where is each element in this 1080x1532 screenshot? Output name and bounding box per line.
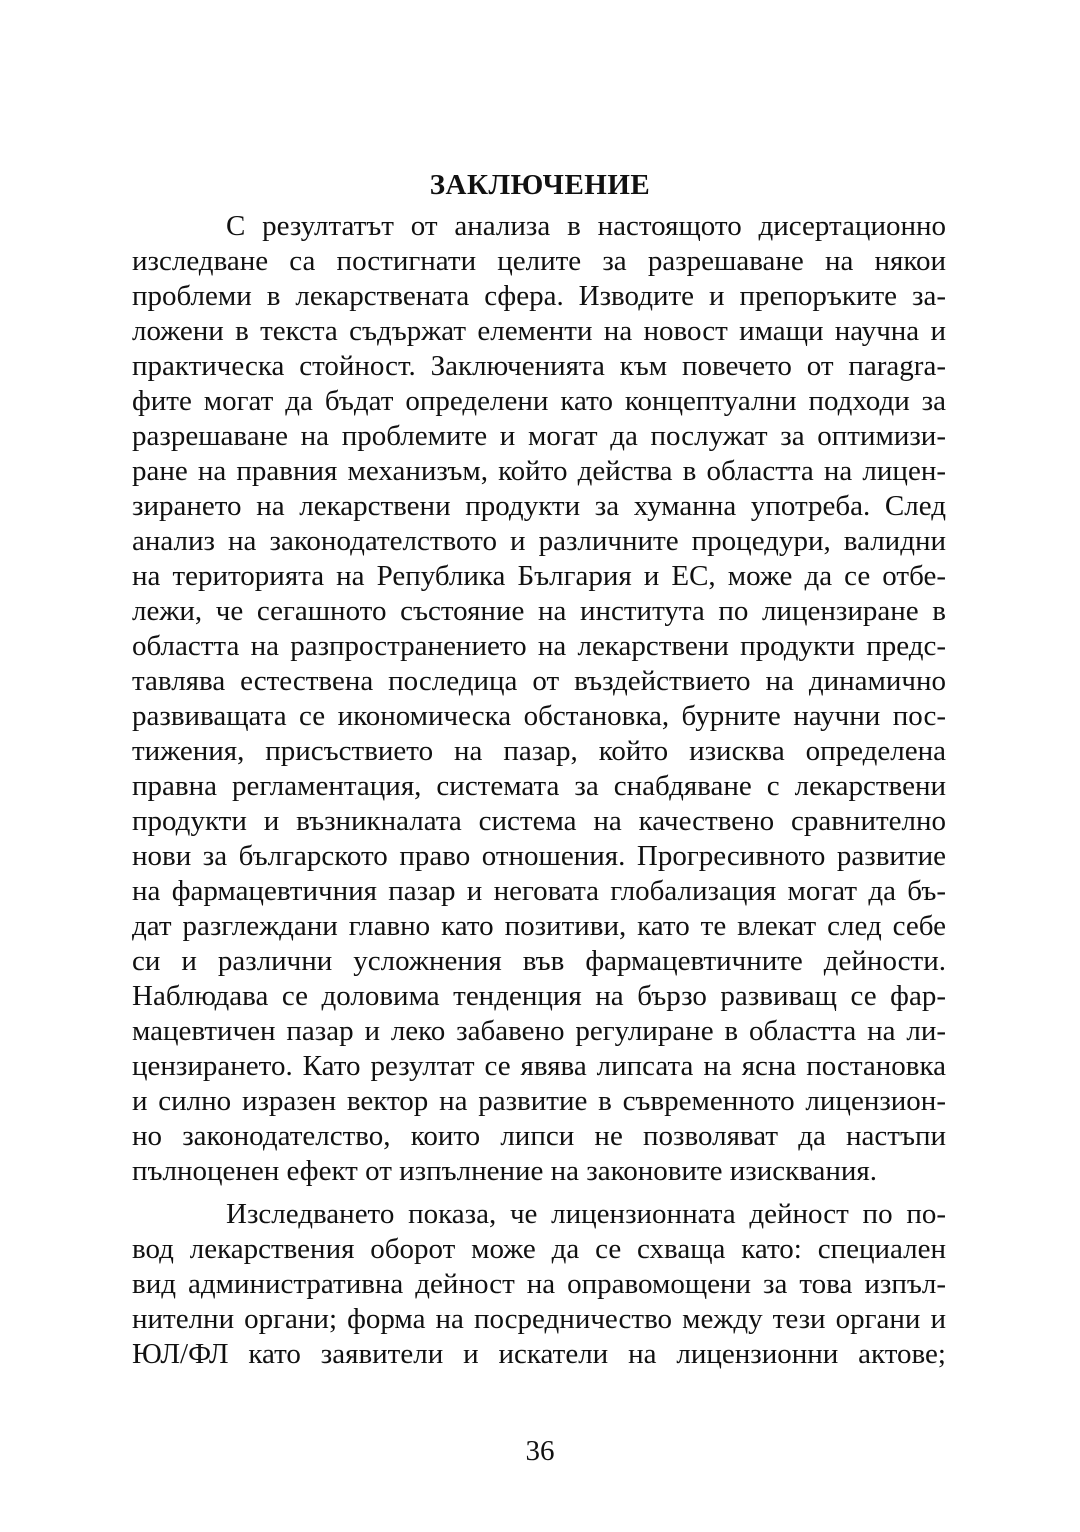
text-line: мацевтичен пазар и леко забавено регулиране в областта на ли- (132, 1015, 946, 1047)
text-line: правна регламентация, системата за снабдяване с лекарствени (132, 770, 946, 802)
text-line: практическа стойност. Заключенията към повечето от паragra- (132, 350, 946, 382)
text-line: Изследването показа, че лицензионната дейност по по- (226, 1198, 946, 1230)
text-line: на фармацевтичния пазар и неговата глобализация могат да бъ- (132, 875, 946, 907)
text-line: ЮЛ/ФЛ като заявители и искатели на лицензионни актове; (132, 1338, 946, 1370)
text-line: пълноценен ефект от изпълнение на законовите изисквания. (132, 1155, 878, 1187)
text-line: цензирането. Като резултат се явява липсата на ясна постановка (132, 1050, 946, 1082)
page-number: 36 (525, 1435, 555, 1467)
text-line: вид административна дейност на оправомощени за това изпъл- (132, 1268, 946, 1300)
text-line: нови за българското право отношения. Прогресивното развитие (132, 840, 946, 872)
text-line: зирането на лекарствени продукти за хуманна употреба. След (132, 490, 946, 522)
text-line: проблеми в лекарствената сфера. Изводите и препоръките за- (132, 280, 946, 312)
text-line: и силно изразен вектор на развитие в съвременното лицензион- (132, 1085, 946, 1117)
text-line: дат разглеждани главно като позитиви, като те влекат след себе (132, 910, 946, 942)
text-line: С резултатът от анализа в настоящото дисертационно (226, 210, 946, 242)
text-line: вод лекарствения оборот може да се схваща като: специален (132, 1233, 946, 1265)
text-line: областта на разпространението на лекарствени продукти предс- (132, 630, 946, 662)
text-line: изследване са постигнати целите за разрешаване на някои (132, 245, 946, 277)
text-line: продукти и възникналата система на качествено сравнително (132, 805, 946, 837)
text-line: на територията на Република България и ЕС, може да се отбе- (132, 560, 946, 592)
text-line: развиващата се икономическа обстановка, бурните научни пос- (132, 700, 946, 732)
text-line: но законодателство, които липси не позволяват да настъпи (132, 1120, 946, 1152)
text-line: ложени в текста съдържат елементи на новост имащи научна и (132, 315, 946, 347)
text-line: разрешаване на проблемите и могат да послужат за оптимизи- (132, 420, 946, 452)
text-line: тижения, присъствието на пазар, който изисква определена (132, 735, 946, 767)
section-title: ЗАКЛЮЧЕНИЕ (429, 169, 651, 201)
text-line: лежи, че сегашното състояние на института по лицензиране в (132, 595, 946, 627)
text-line: нителни органи; форма на посредничество между тези органи и (132, 1303, 946, 1335)
text-line: ране на правния механизъм, който действа в областта на лицен- (132, 455, 946, 487)
text-line: тавлява естествена последица от въздействието на динамично (132, 665, 946, 697)
text-line: Наблюдава се доловима тенденция на бързо развиващ се фар- (132, 980, 946, 1012)
text-line: анализ на законодателството и различните процедури, валидни (132, 525, 946, 557)
text-line: си и различни усложнения във фармацевтичните дейности. (132, 945, 946, 977)
text-line: фите могат да бъдат определени като концептуални подходи за (132, 385, 946, 417)
